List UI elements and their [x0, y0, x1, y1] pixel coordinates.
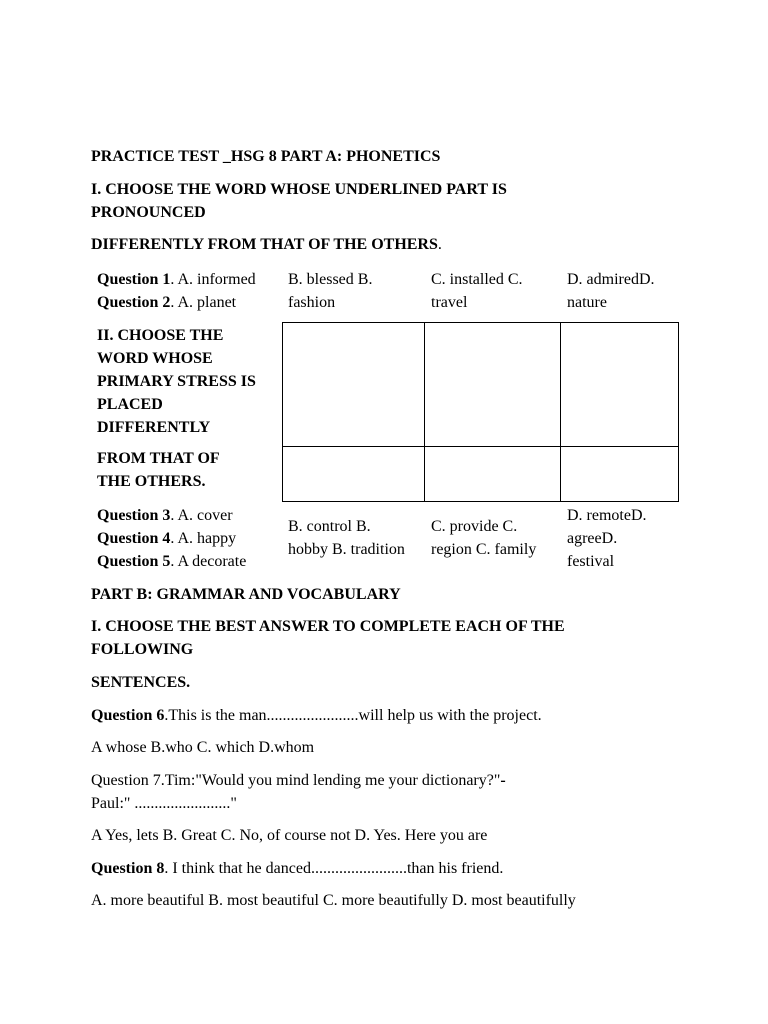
section1-col-d: [567, 268, 655, 314]
question-6: [91, 704, 542, 727]
grid-line: [678, 322, 679, 502]
section1-col-d-line: D. admiredD.: [567, 271, 655, 288]
question-7-line2: Paul:" ........................": [91, 795, 237, 812]
section2-col-b: [288, 515, 405, 561]
question-1-text: . A. informed: [170, 271, 256, 288]
question-3-text: . A. cover: [170, 507, 233, 524]
section2-col-c: [431, 515, 536, 561]
section1-heading-line3: [91, 233, 442, 256]
section2-heading-tail-line: FROM THAT OF: [97, 450, 220, 467]
section1-heading-line2: PRONOUNCED: [91, 204, 206, 221]
question-2-text: . A. planet: [170, 294, 237, 311]
section2-col-d: [567, 504, 647, 573]
question-7-dash: -: [500, 772, 506, 789]
grid-line: [282, 322, 283, 502]
question-6-text: .This is the man.......................will help us with the project.: [164, 707, 542, 724]
section2-heading-line: DIFFERENTLY: [97, 419, 211, 436]
question-6-options: A whose B.who C. which D.whom: [91, 739, 315, 756]
question-3-label: Question 3: [97, 507, 171, 524]
section2-heading-line: PRIMARY STRESS IS: [97, 373, 256, 390]
grid-line: [424, 322, 425, 502]
question-3: [97, 504, 233, 527]
section1-heading-line3-tail: .: [437, 236, 442, 253]
section1-col-c-line: travel: [431, 294, 468, 311]
partb-instruction-line3: SENTENCES.: [91, 674, 191, 691]
question-4-text: . A. happy: [170, 530, 237, 547]
section2-col-c-line: region C. family: [431, 541, 537, 558]
section1-col-c: [431, 268, 523, 314]
section2-col-b-line: B. control B.: [288, 518, 371, 535]
question-7-line1: [91, 769, 506, 792]
partb-instruction-line1: I. CHOOSE THE BEST ANSWER TO COMPLETE EACH OF THE: [91, 618, 565, 635]
section2-heading-tail-line: THE OTHERS.: [97, 473, 206, 490]
grid-line: [282, 322, 679, 323]
section2-col-d-line: D. remoteD.: [567, 507, 647, 524]
partb-instruction-line2: FOLLOWING: [91, 641, 194, 658]
question-1-label: Question 1: [97, 271, 171, 288]
section2-col-b-line: hobby B. tradition: [288, 541, 405, 558]
question-6-label: Question 6: [91, 707, 165, 724]
page-title: PRACTICE TEST _HSG 8 PART A: PHONETICS: [91, 148, 441, 165]
section1-col-b-line: B. blessed B.: [288, 271, 373, 288]
section2-heading: [97, 324, 256, 439]
section1-heading-line3-text: DIFFERENTLY FROM THAT OF THE OTHERS: [91, 236, 438, 253]
section2-col-d-line: festival: [567, 553, 615, 570]
section2-heading-line: II. CHOOSE THE: [97, 327, 224, 344]
grid-line: [282, 501, 679, 502]
section2-heading-line: PLACED: [97, 396, 163, 413]
section2-col-d-line: agreeD.: [567, 530, 618, 547]
section2-heading-line: WORD WHOSE: [97, 350, 213, 367]
question-8-options: A. more beautiful B. most beautiful C. more beautifully D. most beautifully: [91, 892, 576, 909]
section1-col-c-line: C. installed C.: [431, 271, 523, 288]
partb-heading: PART B: GRAMMAR AND VOCABULARY: [91, 586, 401, 603]
section1-col-b-line: fashion: [288, 294, 336, 311]
question-7-options: A Yes, lets B. Great C. No, of course not D. Yes. Here you are: [91, 827, 488, 844]
question-2-label: Question 2: [97, 294, 171, 311]
question-1: [97, 268, 256, 291]
grid-line: [560, 322, 561, 502]
question-7-text: Question 7.Tim:"Would you mind lending me your dictionary?": [91, 772, 501, 789]
section1-heading-line1: I. CHOOSE THE WORD WHOSE UNDERLINED PART IS: [91, 181, 507, 198]
question-4: [97, 527, 236, 550]
question-5-label: Question 5: [97, 553, 171, 570]
question-8: [91, 857, 503, 880]
section1-col-d-line: nature: [567, 294, 607, 311]
question-8-label: Question 8: [91, 860, 165, 877]
question-2: [97, 291, 236, 314]
grid-line: [282, 446, 679, 447]
question-5-text: . A decorate: [170, 553, 247, 570]
section1-col-b: [288, 268, 372, 314]
section2-heading-tail: [97, 447, 220, 493]
question-4-label: Question 4: [97, 530, 171, 547]
section2-col-c-line: C. provide C.: [431, 518, 518, 535]
question-5: [97, 550, 246, 573]
question-8-text: . I think that he danced........................than his friend.: [164, 860, 504, 877]
